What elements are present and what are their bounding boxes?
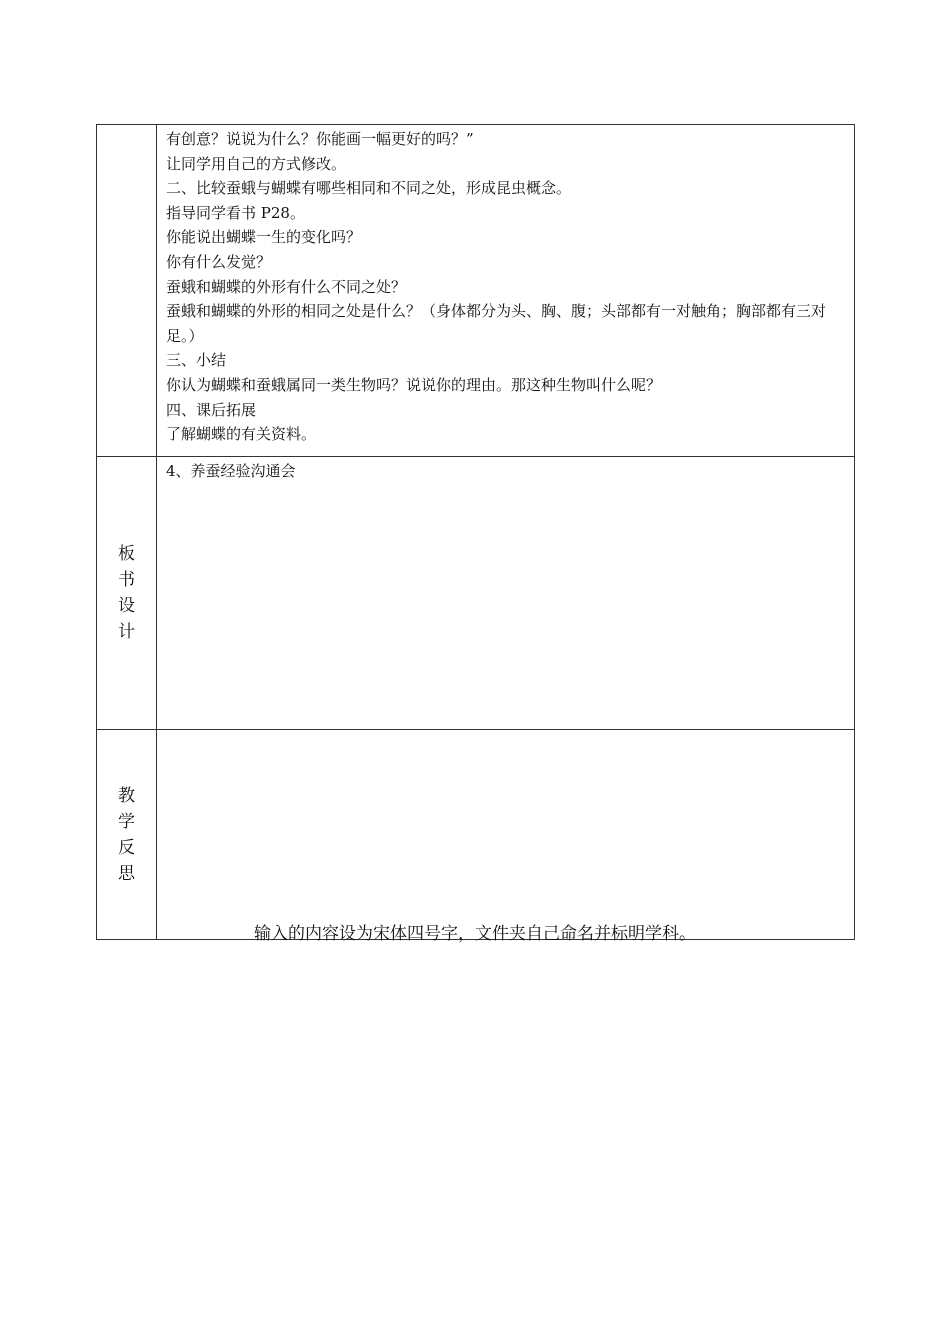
text-line: 了解蝴蝶的有关资料。: [166, 425, 317, 444]
text-line: 你有什么发觉？: [166, 252, 272, 271]
text-line: 有创意？说说为什么？你能画一幅更好的吗？”: [166, 130, 474, 148]
board-design-content-cell: [157, 457, 855, 730]
teaching-reflection-label-cell: [97, 730, 157, 940]
board-design-text: 4、养蚕经验沟通会: [166, 462, 296, 480]
text-line: 你能说出蝴蝶一生的变化吗？: [166, 228, 362, 247]
text-line: 让同学用自己的方式修改。: [166, 154, 347, 173]
teaching-process-cell: [157, 125, 855, 457]
table-row-board-design: [97, 457, 855, 730]
table-row-teaching-reflection: [97, 730, 855, 940]
footer-note: 输入的内容设为宋体四号字，文件夹自己命名并标明学科。: [254, 924, 696, 944]
row-label-empty: [97, 125, 157, 457]
text-line: 二、比较蚕蛾与蝴蝶有哪些相同和不同之处，形成昆虫概念。: [166, 179, 572, 198]
text-line: 指导同学看书 P28。: [166, 203, 305, 222]
text-line: 四、课后拓展: [166, 400, 257, 419]
text-line: 三、小结: [166, 351, 227, 370]
table-row-teaching-process: [97, 125, 855, 457]
board-design-label: 板书设计: [118, 544, 135, 642]
teaching-reflection-label: 教学反思: [118, 785, 135, 884]
text-line: 蚕蛾和蝴蝶的外形有什么不同之处？: [166, 277, 407, 296]
text-line: 你认为蝴蝶和蚕蛾属同一类生物吗？说说你的理由。那这种生物叫什么呢？: [166, 375, 662, 394]
lesson-plan-table: [96, 124, 855, 940]
board-design-label-cell: [97, 457, 157, 730]
teaching-reflection-content-cell: [157, 730, 855, 940]
text-line: 蚕蛾和蝴蝶的外形的相同之处是什么？（身体都分为头、胸、腹；头部都有一对触角；胸部都有三对足。）: [166, 302, 827, 345]
